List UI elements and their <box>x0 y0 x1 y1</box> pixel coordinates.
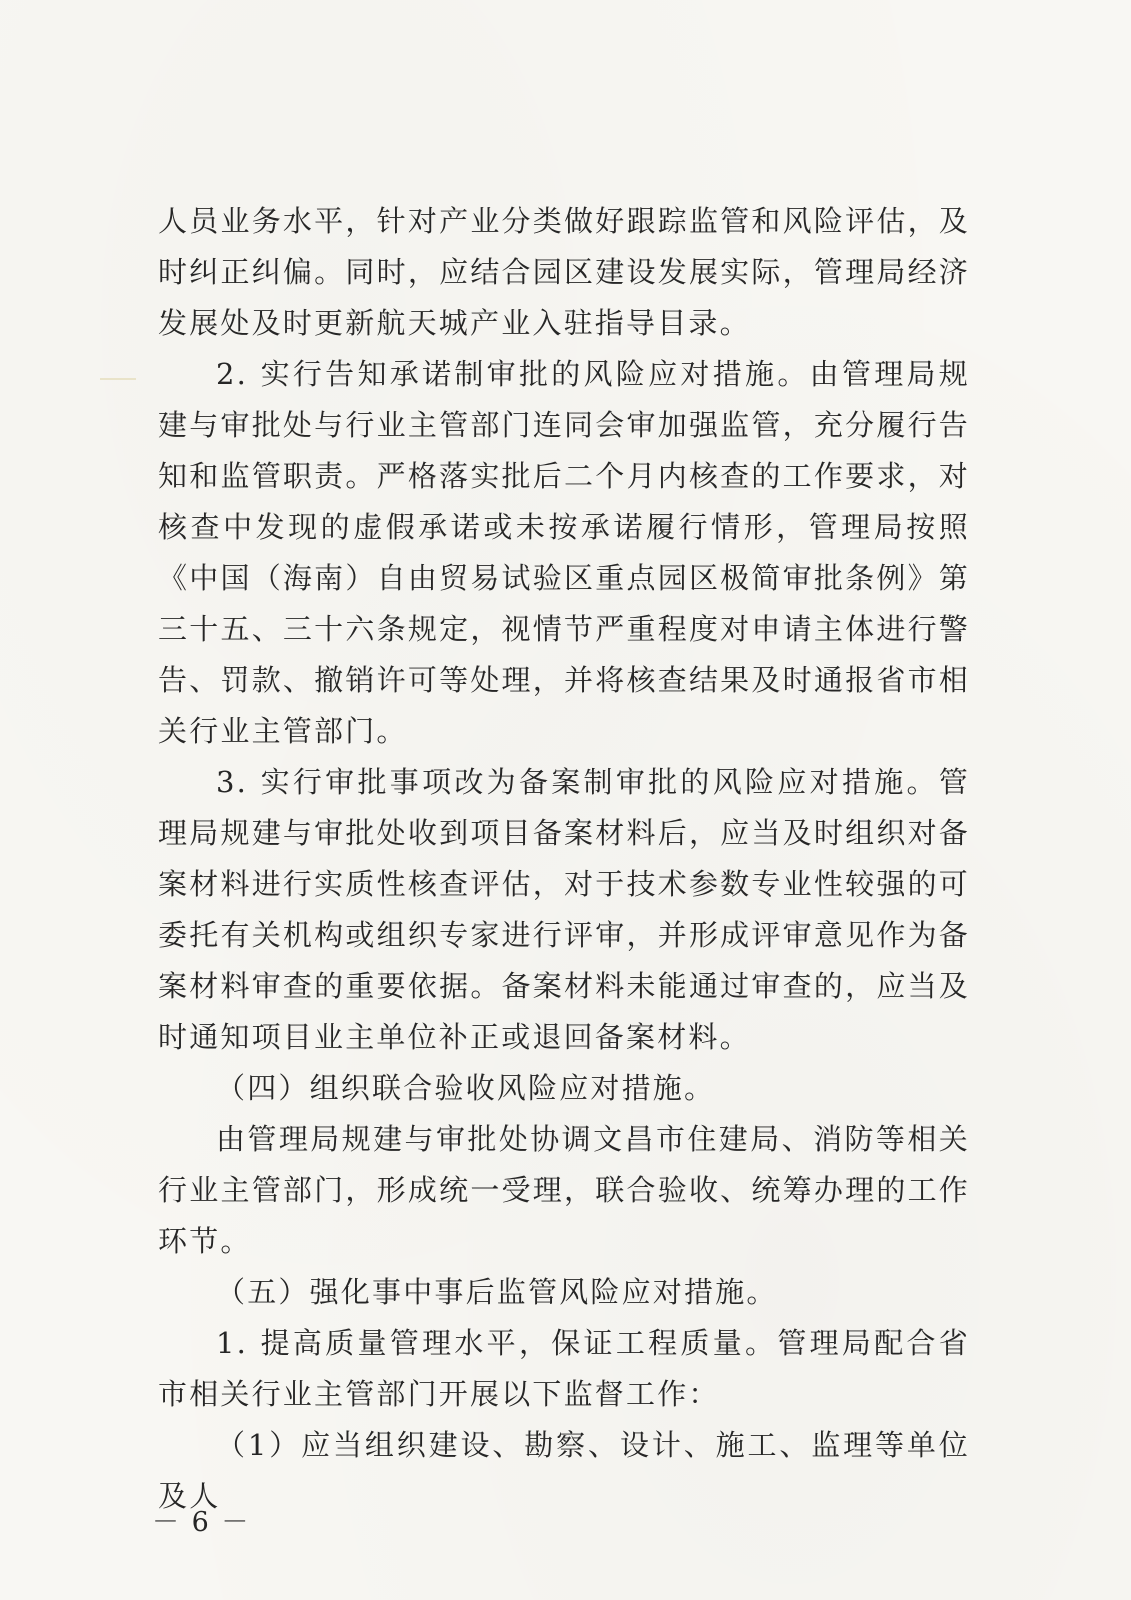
paragraph-8: （1）应当组织建设、勘察、设计、施工、监理等单位及人 <box>158 1428 970 1513</box>
paragraph-7: 1. 提高质量管理水平，保证工程质量。管理局配合省市相关行业主管部门开展以下监督工作： <box>158 1326 970 1411</box>
paragraph-1: 人员业务水平，针对产业分类做好跟踪监管和风险评估，及时纠正纠偏。同时，应结合园区建设发展实际，管理局经济发展处及时更新航天城产业入驻指导目录。 <box>158 204 970 340</box>
section-heading-4: （四）组织联合验收风险应对措施。 <box>216 1071 716 1105</box>
paragraph-3: 3. 实行审批事项改为备案制审批的风险应对措施。管理局规建与审批处收到项目备案材料后，应当及时组织对备案材料进行实质性核查评估，对于技术参数专业性较强的可委托有关机构或组织专家进行评审，并形成评审意见作为备案材料审查的重要依据。备案材料未能通过审查的，应当及时通知项目业主单位补正或退回备案材料。 <box>158 765 970 1054</box>
scan-mark <box>100 378 136 380</box>
paragraph-2: 2. 实行告知承诺制审批的风险应对措施。由管理局规建与审批处与行业主管部门连同会审加强监管，充分履行告知和监管职责。严格落实批后二个月内核查的工作要求，对核查中发现的虚假承诺或未按承诺履行情形，管理局按照《中国（海南）自由贸易试验区重点园区极简审批条例》第三十五、三十六条规定，视情节严重程度对申请主体进行警告、罚款、撤销许可等处理，并将核查结果及时通报省市相关行业主管部门。 <box>158 357 970 748</box>
paragraph-5: 由管理局规建与审批处协调文昌市住建局、消防等相关行业主管部门，形成统一受理，联合验收、统筹办理的工作环节。 <box>158 1122 970 1258</box>
section-heading-5: （五）强化事中事后监管风险应对措施。 <box>216 1275 778 1309</box>
page-number: － 6 － <box>152 1507 251 1538</box>
body-text <box>158 196 970 1522</box>
